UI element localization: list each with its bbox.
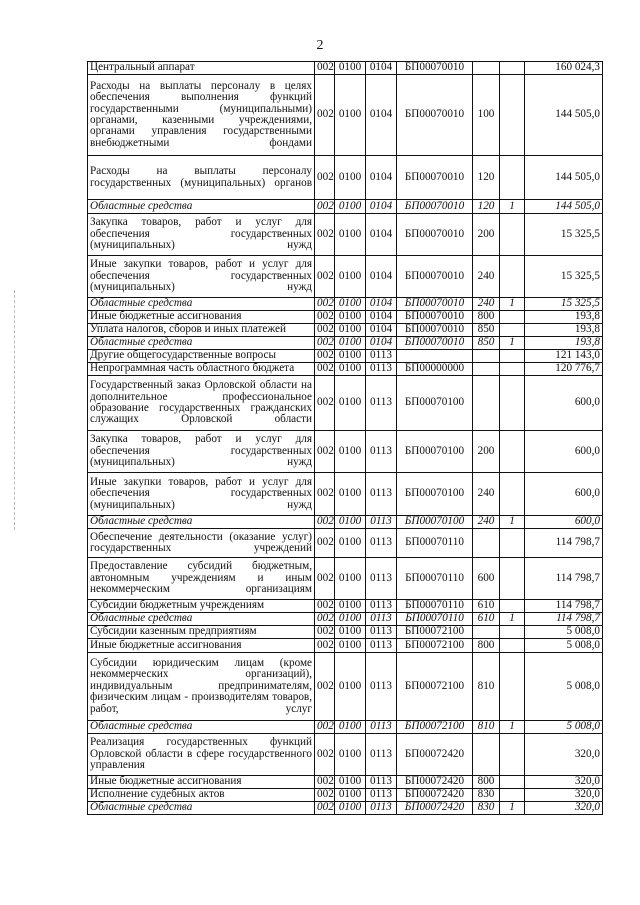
row-subsection-code: 0113 xyxy=(366,802,397,815)
row-amount: 320,0 xyxy=(525,789,603,802)
row-target-article: БП00070010 xyxy=(397,298,473,311)
row-amount: 144 505,0 xyxy=(525,156,603,200)
table-row xyxy=(88,776,603,789)
table-row xyxy=(88,789,603,802)
table-row xyxy=(88,75,603,156)
table-row xyxy=(88,431,603,473)
row-funding-source xyxy=(500,776,525,789)
row-section-code: 0100 xyxy=(335,613,366,626)
row-funding-source xyxy=(500,734,525,776)
row-expense-type: 200 xyxy=(473,431,500,473)
table-row xyxy=(88,529,603,558)
row-subsection-code: 0113 xyxy=(366,734,397,776)
row-target-article: БП00072100 xyxy=(397,626,473,639)
row-name: Другие общегосударственные вопросы xyxy=(88,350,315,363)
row-target-article: БП00072100 xyxy=(397,639,473,653)
row-subsection-code: 0104 xyxy=(366,337,397,350)
row-amount: 15 325,5 xyxy=(525,214,603,256)
table-row xyxy=(88,653,603,721)
row-target-article: БП00070100 xyxy=(397,431,473,473)
row-section-code: 0100 xyxy=(335,62,366,75)
row-section-code: 0100 xyxy=(335,516,366,529)
row-section-code: 0100 xyxy=(335,256,366,298)
row-name: Иные закупки товаров, работ и услуг для обеспечения государственных (муниципальных) нужд xyxy=(88,473,315,516)
row-name: Расходы на выплаты персоналу государственных (муниципальных) органов xyxy=(88,156,315,200)
row-funding-source: 1 xyxy=(500,802,525,815)
row-funding-source: 1 xyxy=(500,516,525,529)
row-amount: 144 505,0 xyxy=(525,75,603,156)
row-ministry-code: 002 xyxy=(315,639,335,653)
row-section-code: 0100 xyxy=(335,298,366,311)
row-ministry-code: 002 xyxy=(315,62,335,75)
row-subsection-code: 0104 xyxy=(366,324,397,337)
row-funding-source xyxy=(500,256,525,298)
row-ministry-code: 002 xyxy=(315,734,335,776)
row-target-article: БП00072420 xyxy=(397,734,473,776)
row-target-article: БП00072420 xyxy=(397,802,473,815)
row-name: Закупка товаров, работ и услуг для обеспечения государственных (муниципальных) нужд xyxy=(88,431,315,473)
row-subsection-code: 0104 xyxy=(366,214,397,256)
row-funding-source xyxy=(500,214,525,256)
row-name: Центральный аппарат xyxy=(88,62,315,75)
row-name: Областные средства xyxy=(88,613,315,626)
row-target-article: БП00070010 xyxy=(397,200,473,214)
row-expense-type: 850 xyxy=(473,337,500,350)
row-section-code: 0100 xyxy=(335,529,366,558)
margin-binding-line xyxy=(14,290,15,530)
row-name: Иные бюджетные ассигнования xyxy=(88,639,315,653)
row-subsection-code: 0104 xyxy=(366,298,397,311)
row-target-article: БП00070110 xyxy=(397,558,473,600)
row-amount: 193,8 xyxy=(525,337,603,350)
row-name: Областные средства xyxy=(88,298,315,311)
row-expense-type: 240 xyxy=(473,298,500,311)
row-target-article: БП00070110 xyxy=(397,600,473,613)
table-row xyxy=(88,626,603,639)
table-row xyxy=(88,721,603,734)
row-amount: 121 143,0 xyxy=(525,350,603,363)
row-name: Закупка товаров, работ и услуг для обеспечения государственных (муниципальных) нужд xyxy=(88,214,315,256)
row-expense-type: 610 xyxy=(473,600,500,613)
row-funding-source: 1 xyxy=(500,613,525,626)
row-funding-source xyxy=(500,600,525,613)
row-funding-source xyxy=(500,363,525,376)
row-funding-source xyxy=(500,431,525,473)
row-expense-type xyxy=(473,363,500,376)
row-ministry-code: 002 xyxy=(315,558,335,600)
row-expense-type: 120 xyxy=(473,156,500,200)
row-funding-source xyxy=(500,653,525,721)
row-amount: 5 008,0 xyxy=(525,721,603,734)
row-amount: 600,0 xyxy=(525,473,603,516)
row-expense-type: 610 xyxy=(473,613,500,626)
row-section-code: 0100 xyxy=(335,802,366,815)
row-subsection-code: 0113 xyxy=(366,516,397,529)
table-row xyxy=(88,473,603,516)
row-name: Иные бюджетные ассигнования xyxy=(88,311,315,324)
row-target-article: БП00070010 xyxy=(397,311,473,324)
row-amount: 114 798,7 xyxy=(525,529,603,558)
row-funding-source: 1 xyxy=(500,721,525,734)
row-expense-type: 100 xyxy=(473,75,500,156)
table-row xyxy=(88,62,603,75)
table-row xyxy=(88,516,603,529)
table-row xyxy=(88,214,603,256)
row-section-code: 0100 xyxy=(335,75,366,156)
table-row xyxy=(88,337,603,350)
row-section-code: 0100 xyxy=(335,376,366,431)
row-expense-type: 850 xyxy=(473,324,500,337)
row-expense-type: 600 xyxy=(473,558,500,600)
row-funding-source xyxy=(500,789,525,802)
row-subsection-code: 0113 xyxy=(366,600,397,613)
row-funding-source xyxy=(500,75,525,156)
row-funding-source xyxy=(500,558,525,600)
row-funding-source xyxy=(500,62,525,75)
row-expense-type xyxy=(473,529,500,558)
table-row xyxy=(88,156,603,200)
row-expense-type xyxy=(473,734,500,776)
row-amount: 600,0 xyxy=(525,376,603,431)
row-subsection-code: 0113 xyxy=(366,626,397,639)
row-name: Областные средства xyxy=(88,721,315,734)
row-target-article: БП00000000 xyxy=(397,363,473,376)
row-target-article: БП00072420 xyxy=(397,789,473,802)
row-ministry-code: 002 xyxy=(315,721,335,734)
row-section-code: 0100 xyxy=(335,721,366,734)
row-funding-source xyxy=(500,350,525,363)
row-expense-type: 810 xyxy=(473,721,500,734)
row-ministry-code: 002 xyxy=(315,214,335,256)
row-ministry-code: 002 xyxy=(315,337,335,350)
table-row xyxy=(88,802,603,815)
row-section-code: 0100 xyxy=(335,734,366,776)
row-subsection-code: 0113 xyxy=(366,653,397,721)
row-target-article: БП00070100 xyxy=(397,516,473,529)
row-amount: 193,8 xyxy=(525,324,603,337)
budget-table-body xyxy=(88,62,603,815)
row-ministry-code: 002 xyxy=(315,376,335,431)
row-expense-type xyxy=(473,350,500,363)
row-subsection-code: 0104 xyxy=(366,62,397,75)
row-target-article: БП00072100 xyxy=(397,721,473,734)
row-ministry-code: 002 xyxy=(315,613,335,626)
row-target-article: БП00070110 xyxy=(397,529,473,558)
row-ministry-code: 002 xyxy=(315,802,335,815)
row-expense-type: 830 xyxy=(473,789,500,802)
row-subsection-code: 0113 xyxy=(366,529,397,558)
row-target-article: БП00072420 xyxy=(397,776,473,789)
row-expense-type xyxy=(473,626,500,639)
row-name: Субсидии казенным предприятиям xyxy=(88,626,315,639)
row-funding-source xyxy=(500,639,525,653)
row-ministry-code: 002 xyxy=(315,156,335,200)
row-expense-type xyxy=(473,376,500,431)
row-section-code: 0100 xyxy=(335,337,366,350)
row-amount: 320,0 xyxy=(525,776,603,789)
table-row xyxy=(88,734,603,776)
row-target-article: БП00070010 xyxy=(397,256,473,298)
row-amount: 15 325,5 xyxy=(525,256,603,298)
table-row xyxy=(88,200,603,214)
row-ministry-code: 002 xyxy=(315,516,335,529)
row-funding-source: 1 xyxy=(500,298,525,311)
row-amount: 114 798,7 xyxy=(525,613,603,626)
row-name: Иные закупки товаров, работ и услуг для обеспечения государственных (муниципальных) нужд xyxy=(88,256,315,298)
row-amount: 15 325,5 xyxy=(525,298,603,311)
row-ministry-code: 002 xyxy=(315,626,335,639)
row-subsection-code: 0113 xyxy=(366,639,397,653)
row-amount: 114 798,7 xyxy=(525,558,603,600)
table-row xyxy=(88,613,603,626)
row-subsection-code: 0113 xyxy=(366,363,397,376)
row-name: Субсидии бюджетным учреждениям xyxy=(88,600,315,613)
row-ministry-code: 002 xyxy=(315,75,335,156)
row-target-article: БП00070100 xyxy=(397,473,473,516)
row-section-code: 0100 xyxy=(335,311,366,324)
row-section-code: 0100 xyxy=(335,473,366,516)
row-funding-source: 1 xyxy=(500,200,525,214)
row-target-article: БП00070110 xyxy=(397,613,473,626)
table-row xyxy=(88,600,603,613)
row-section-code: 0100 xyxy=(335,600,366,613)
table-row xyxy=(88,350,603,363)
row-section-code: 0100 xyxy=(335,558,366,600)
row-funding-source xyxy=(500,156,525,200)
row-expense-type: 800 xyxy=(473,311,500,324)
table-row xyxy=(88,311,603,324)
row-amount: 5 008,0 xyxy=(525,653,603,721)
row-name: Областные средства xyxy=(88,200,315,214)
table-row xyxy=(88,558,603,600)
row-target-article: БП00070010 xyxy=(397,75,473,156)
row-expense-type: 200 xyxy=(473,214,500,256)
row-name: Субсидии юридическим лицам (кроме некоммерческих организаций), индивидуальным предпринимателям, физическим лицам - производителям товаров, работ, услуг xyxy=(88,653,315,721)
row-amount: 600,0 xyxy=(525,516,603,529)
row-target-article: БП00070010 xyxy=(397,214,473,256)
row-target-article xyxy=(397,350,473,363)
row-subsection-code: 0113 xyxy=(366,558,397,600)
row-section-code: 0100 xyxy=(335,639,366,653)
row-expense-type: 240 xyxy=(473,473,500,516)
row-amount: 144 505,0 xyxy=(525,200,603,214)
row-subsection-code: 0113 xyxy=(366,789,397,802)
row-subsection-code: 0104 xyxy=(366,75,397,156)
table-row xyxy=(88,639,603,653)
row-amount: 320,0 xyxy=(525,802,603,815)
table-row xyxy=(88,363,603,376)
row-target-article: БП00070010 xyxy=(397,324,473,337)
row-section-code: 0100 xyxy=(335,653,366,721)
row-ministry-code: 002 xyxy=(315,200,335,214)
row-subsection-code: 0113 xyxy=(366,350,397,363)
row-amount: 193,8 xyxy=(525,311,603,324)
row-target-article: БП00070010 xyxy=(397,337,473,350)
row-funding-source xyxy=(500,473,525,516)
row-section-code: 0100 xyxy=(335,214,366,256)
row-name: Областные средства xyxy=(88,337,315,350)
row-funding-source xyxy=(500,529,525,558)
row-ministry-code: 002 xyxy=(315,776,335,789)
row-section-code: 0100 xyxy=(335,431,366,473)
row-name: Исполнение судебных актов xyxy=(88,789,315,802)
row-target-article: БП00072100 xyxy=(397,653,473,721)
row-expense-type: 120 xyxy=(473,200,500,214)
row-name: Уплата налогов, сборов и иных платежей xyxy=(88,324,315,337)
row-subsection-code: 0104 xyxy=(366,256,397,298)
row-name: Расходы на выплаты персоналу в целях обеспечения выполнения функций государственными (муниципальными) органами, казенными учреждениями, органами управления государственными внебюджетными фондами xyxy=(88,75,315,156)
page-number: 2 xyxy=(316,38,324,53)
row-ministry-code: 002 xyxy=(315,431,335,473)
row-ministry-code: 002 xyxy=(315,529,335,558)
row-ministry-code: 002 xyxy=(315,311,335,324)
row-expense-type: 810 xyxy=(473,653,500,721)
row-ministry-code: 002 xyxy=(315,789,335,802)
row-name: Государственный заказ Орловской области на дополнительное профессиональное образование государственных гражданских служащих Орловской области xyxy=(88,376,315,431)
row-ministry-code: 002 xyxy=(315,256,335,298)
budget-table xyxy=(87,61,603,815)
row-ministry-code: 002 xyxy=(315,653,335,721)
row-subsection-code: 0113 xyxy=(366,613,397,626)
row-expense-type: 830 xyxy=(473,802,500,815)
row-section-code: 0100 xyxy=(335,156,366,200)
row-ministry-code: 002 xyxy=(315,298,335,311)
row-amount: 120 776,7 xyxy=(525,363,603,376)
row-amount: 5 008,0 xyxy=(525,626,603,639)
row-name: Областные средства xyxy=(88,802,315,815)
row-ministry-code: 002 xyxy=(315,473,335,516)
row-subsection-code: 0104 xyxy=(366,311,397,324)
row-subsection-code: 0104 xyxy=(366,200,397,214)
row-subsection-code: 0113 xyxy=(366,721,397,734)
row-amount: 114 798,7 xyxy=(525,600,603,613)
row-expense-type: 800 xyxy=(473,776,500,789)
row-expense-type xyxy=(473,62,500,75)
row-amount: 600,0 xyxy=(525,431,603,473)
row-subsection-code: 0113 xyxy=(366,431,397,473)
table-row xyxy=(88,298,603,311)
row-name: Реализация государственных функций Орловской области в сфере государственного управления xyxy=(88,734,315,776)
row-section-code: 0100 xyxy=(335,789,366,802)
row-name: Предоставление субсидий бюджетным, автономным учреждениям и иным некоммерческим организациям xyxy=(88,558,315,600)
table-row xyxy=(88,376,603,431)
row-ministry-code: 002 xyxy=(315,324,335,337)
row-ministry-code: 002 xyxy=(315,363,335,376)
row-target-article: БП00070010 xyxy=(397,62,473,75)
row-section-code: 0100 xyxy=(335,776,366,789)
row-section-code: 0100 xyxy=(335,350,366,363)
row-name: Обеспечение деятельности (оказание услуг) государственных учреждений xyxy=(88,529,315,558)
table-row xyxy=(88,324,603,337)
row-subsection-code: 0113 xyxy=(366,376,397,431)
row-subsection-code: 0104 xyxy=(366,156,397,200)
row-funding-source xyxy=(500,376,525,431)
row-funding-source xyxy=(500,324,525,337)
row-ministry-code: 002 xyxy=(315,350,335,363)
row-section-code: 0100 xyxy=(335,200,366,214)
row-name: Иные бюджетные ассигнования xyxy=(88,776,315,789)
row-amount: 160 024,3 xyxy=(525,62,603,75)
row-expense-type: 240 xyxy=(473,256,500,298)
row-subsection-code: 0113 xyxy=(366,776,397,789)
row-funding-source xyxy=(500,311,525,324)
row-target-article: БП00070100 xyxy=(397,376,473,431)
row-target-article: БП00070010 xyxy=(397,156,473,200)
row-section-code: 0100 xyxy=(335,324,366,337)
row-name: Областные средства xyxy=(88,516,315,529)
table-row xyxy=(88,256,603,298)
row-section-code: 0100 xyxy=(335,626,366,639)
row-funding-source xyxy=(500,626,525,639)
row-expense-type: 240 xyxy=(473,516,500,529)
row-amount: 5 008,0 xyxy=(525,639,603,653)
row-name: Непрограммная часть областного бюджета xyxy=(88,363,315,376)
row-section-code: 0100 xyxy=(335,363,366,376)
row-ministry-code: 002 xyxy=(315,600,335,613)
row-subsection-code: 0113 xyxy=(366,473,397,516)
row-amount: 320,0 xyxy=(525,734,603,776)
row-expense-type: 800 xyxy=(473,639,500,653)
row-funding-source: 1 xyxy=(500,337,525,350)
